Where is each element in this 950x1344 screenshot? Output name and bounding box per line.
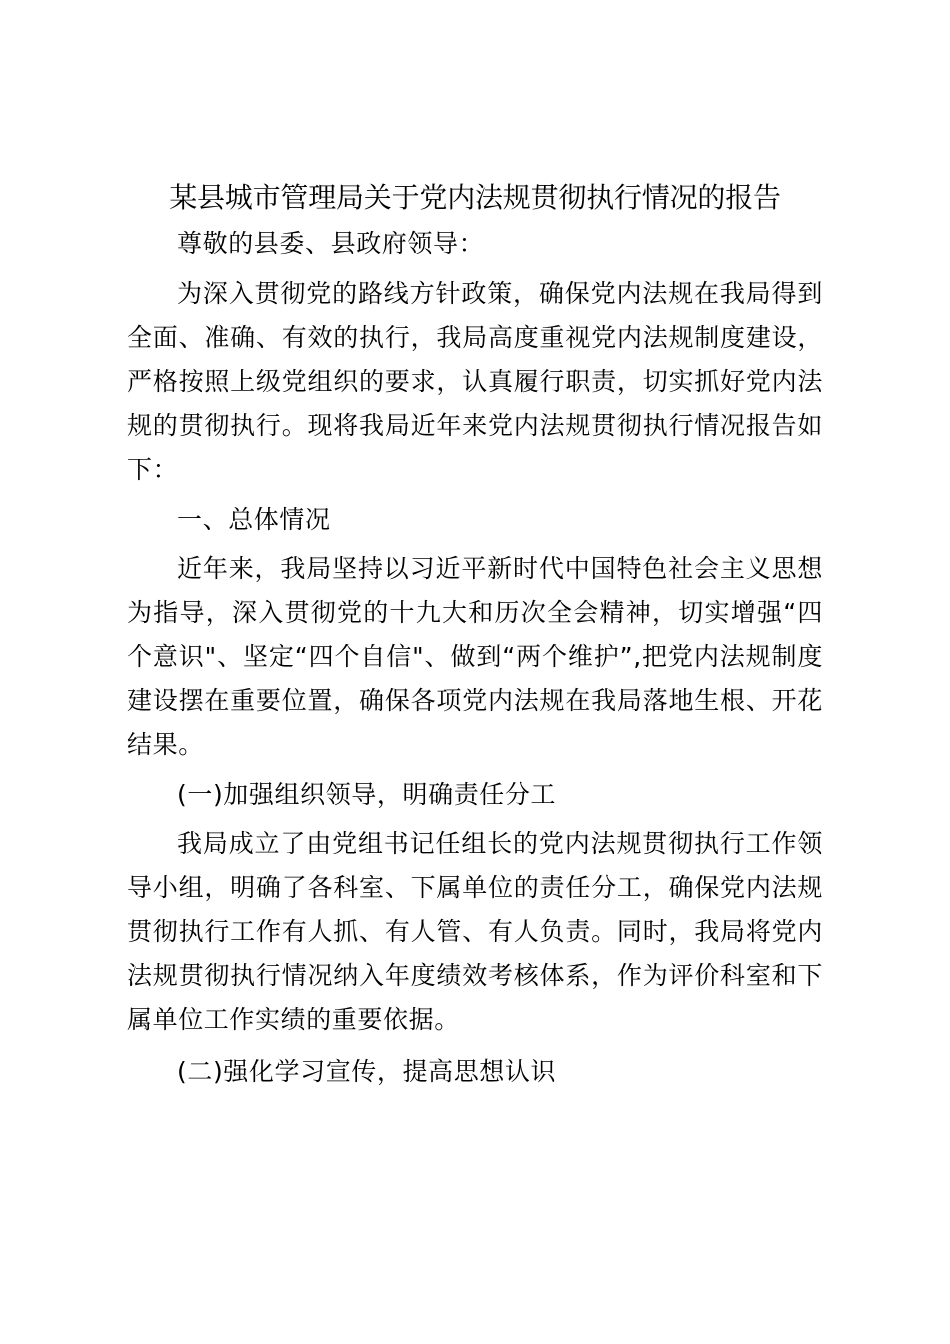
greeting: 尊敬的县委、县政府领导： [177,229,485,258]
subsection-heading-organization: (一)加强组织领导，明确责任分工 [177,780,557,809]
overview-paragraph: 近年来，我局坚持以习近平新时代中国特色社会主义思想为指导，深入贯彻党的十九大和历次全会精神，切实增强“四个意识"、坚定“四个自信"、做到“两个维护”,把党内法规制度建设摆在重要位置，确保各项党内法规在我局落地生根、开花结果。 [127,554,823,759]
document-body [127,178,823,1094]
intro-paragraph: 为深入贯彻党的路线方针政策，确保党内法规在我局得到全面、准确、有效的执行，我局高度重视党内法规制度建设，严格按照上级党组织的要求，认真履行职责，切实抓好党内法规的贯彻执行。现将我局近年来党内法规贯彻执行情况报告如下： [127,279,823,484]
organization-paragraph: 我局成立了由党组书记任组长的党内法规贯彻执行工作领导小组，明确了各科室、下属单位的责任分工，确保党内法规贯彻执行工作有人抓、有人管、有人负责。同时，我局将党内法规贯彻执行情况纳入年度绩效考核体系，作为评价科室和下属单位工作实绩的重要依据。 [127,829,823,1034]
document-title: 某县城市管理局关于党内法规贯彻执行情况的报告 [169,181,781,214]
subsection-heading-study: (二)强化学习宣传，提高思想认识 [177,1057,557,1086]
section-heading-overview: 一、总体情况 [177,505,331,534]
